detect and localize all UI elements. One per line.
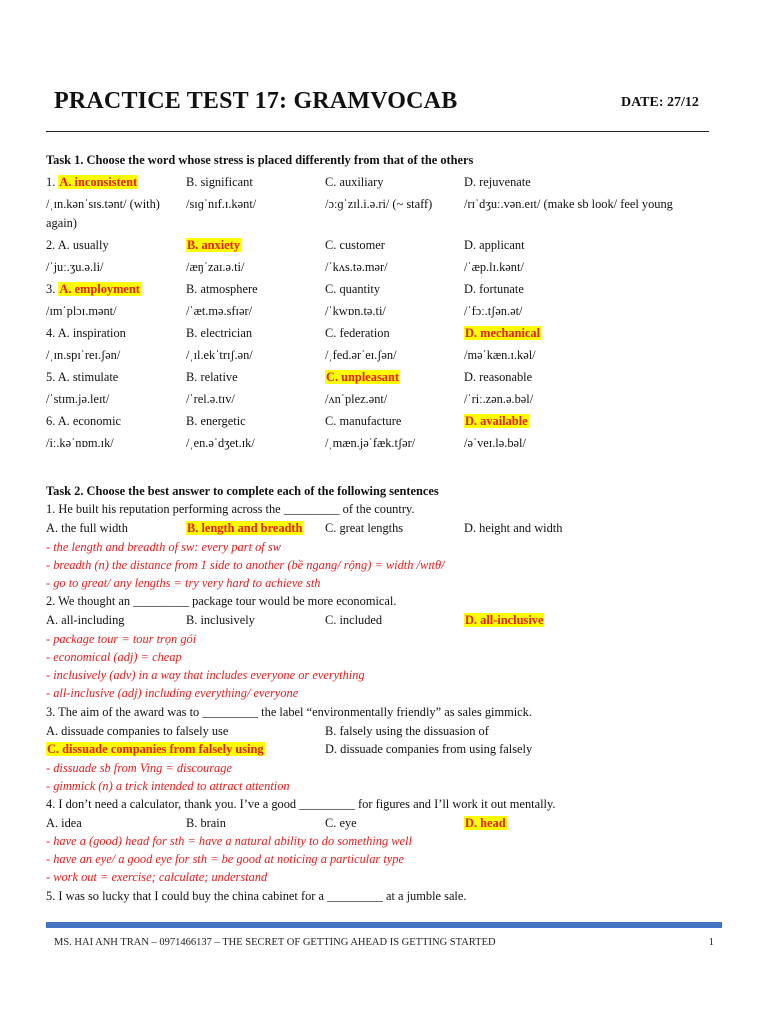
t2-q3-option-d: D. dissuade companies from using falsely [325, 742, 533, 756]
t1-q6-phonetic-b: /ˌen.əˈdʒet.ɪk/ [186, 436, 255, 450]
footer-text: MS. HAI ANH TRAN – 0971466137 – THE SECRET OF GETTING AHEAD IS GETTING STARTED [54, 937, 496, 948]
t2-q3-option-c [46, 742, 265, 757]
t1-q1-phonetic-a: /ˌɪn.kənˈsɪs.tənt/ (with) [46, 197, 160, 211]
t1-q4-option-d [464, 326, 541, 341]
t1-q5-phonetic-c: /ʌnˈplez.ənt/ [325, 392, 388, 406]
t1-q1-option-b: B. significant [186, 175, 253, 189]
t2-q1-option-b [186, 521, 303, 536]
t1-q3-option-d: D. fortunate [464, 282, 524, 296]
task1-heading: Task 1. Choose the word whose stress is placed differently from that of the others [46, 153, 474, 167]
t1-q4-phonetic-d: /məˈkæn.ɪ.kəl/ [464, 348, 536, 362]
t1-q6-option-b: B. energetic [186, 414, 246, 428]
t1-q4-option-c: C. federation [325, 326, 390, 340]
t1-q2-phonetic-b: /æŋˈzaɪ.ə.ti/ [186, 260, 245, 274]
t2-q2-note: - economical (adj) = cheap [46, 650, 182, 664]
t1-q6-option-a: 6. A. economic [46, 414, 122, 428]
t1-q2-phonetic-c: /ˈkʌs.tə.mər/ [325, 260, 388, 274]
t1-q6-option-d [464, 414, 529, 429]
t2-q2-option-d [464, 613, 544, 628]
t1-q1-phonetic-c: /ɔːɡˈzɪl.i.ə.ri/ (~ staff) [325, 197, 433, 211]
t1-q3-option-b: B. atmosphere [186, 282, 258, 296]
t2-q1-note: - go to great/ any lengths = try very hard to achieve sth [46, 576, 321, 590]
correct-answer: D. head [465, 816, 506, 830]
t1-q1-option-a: 1. A. inconsistent [46, 175, 138, 189]
page-title: PRACTICE TEST 17: GRAMVOCAB [54, 88, 458, 114]
correct-answer: A. inconsistent [59, 175, 138, 189]
t2-q1-option-d: D. height and width [464, 521, 563, 535]
t1-q5-phonetic-b: /ˈrel.ə.tɪv/ [186, 392, 235, 406]
t1-q3-phonetic-a: /ɪmˈplɔɪ.mənt/ [46, 304, 117, 318]
page-number: 1 [708, 937, 714, 948]
task2-heading: Task 2. Choose the best answer to complete each of the following sentences [46, 484, 439, 498]
t1-q5-option-c [325, 370, 400, 385]
t1-q6-phonetic-c: /ˌmæn.jəˈfæk.tʃər/ [325, 436, 416, 450]
t2-q3-note: - gimmick (n) a trick intended to attract attention [46, 779, 290, 793]
t1-q3-option-a: 3. A. employment [46, 282, 140, 296]
t2-q3-option-b: B. falsely using the dissuasion of [325, 724, 489, 738]
page-footer [54, 937, 714, 948]
t1-q1-phonetic-d: /rɪˈdʒuː.vən.eɪt/ (make sb look/ feel young [464, 197, 673, 211]
t1-q5-option-a: 5. A. stimulate [46, 370, 119, 384]
t1-q1-phonetic-b: /sɪɡˈnɪf.ɪ.kənt/ [186, 197, 257, 211]
correct-answer: C. unpleasant [326, 370, 399, 384]
t2-q4-note: - work out = exercise; calculate; understand [46, 870, 268, 884]
t2-q3-option-a: A. dissuade companies to falsely use [46, 724, 229, 738]
t1-q4-phonetic-a: /ˌɪn.spɪˈreɪ.ʃən/ [46, 348, 121, 362]
t1-q4-phonetic-b: /ˌɪl.ekˈtrɪʃ.ən/ [186, 348, 253, 362]
t1-q6-option-c: C. manufacture [325, 414, 402, 428]
t2-q2-note: - inclusively (adv) in a way that includes everyone or everything [46, 668, 365, 682]
header-divider [46, 131, 709, 132]
t2-q5-stem: 5. I was so lucky that I could buy the china cabinet for a _________ at a jumble sale. [46, 889, 467, 903]
t1-q2-option-d: D. applicant [464, 238, 525, 252]
correct-answer: A. employment [59, 282, 140, 296]
t2-q3-note: - dissuade sb from Ving = discourage [46, 761, 232, 775]
t2-q2-option-b: B. inclusively [186, 613, 255, 627]
t1-q5-phonetic-d: /ˈriː.zən.ə.bəl/ [464, 392, 534, 406]
t1-q5-option-d: D. reasonable [464, 370, 533, 384]
t1-q4-phonetic-c: /ˌfed.ərˈeɪ.ʃən/ [325, 348, 397, 362]
date-label: DATE: 27/12 [621, 95, 699, 110]
footer-divider [46, 922, 722, 928]
t2-q1-option-a: A. the full width [46, 521, 128, 535]
t1-q2-phonetic-d: /ˈæp.lɪ.kənt/ [464, 260, 524, 274]
t1-q3-phonetic-b: /ˈæt.mə.sfɪər/ [186, 304, 253, 318]
t2-q3-stem: 3. The aim of the award was to _________ the label “environmentally friendly” as sales gimmick. [46, 705, 532, 719]
t1-q5-option-b: B. relative [186, 370, 238, 384]
t1-q6-phonetic-a: /iː.kəˈnɒm.ɪk/ [46, 436, 114, 450]
t1-q4-option-a: 4. A. inspiration [46, 326, 126, 340]
t1-q3-phonetic-d: /ˈfɔː.tʃən.ət/ [464, 304, 523, 318]
t2-q2-note: - all-inclusive (adj) including everything/ everyone [46, 686, 299, 700]
correct-answer: D. available [465, 414, 528, 428]
t2-q2-note: - package tour = tour trọn gói [46, 632, 197, 646]
t2-q1-note: - breadth (n) the distance from 1 side to another (bề ngang/ rộng) = width /wɪtθ/ [46, 558, 445, 572]
t2-q4-note: - have a (good) head for sth = have a natural ability to do something well [46, 834, 412, 848]
t2-q2-option-a: A. all-including [46, 613, 125, 627]
t1-q2-option-a: 2. A. usually [46, 238, 109, 252]
t2-q2-option-c: C. included [325, 613, 383, 627]
t2-q2-stem: 2. We thought an _________ package tour would be more economical. [46, 594, 397, 608]
t1-q1-phonetic-a-cont: again) [46, 216, 77, 230]
t1-q6-phonetic-d: /əˈveɪ.lə.bəl/ [464, 436, 526, 450]
t2-q4-option-b: B. brain [186, 816, 226, 830]
correct-answer: D. all-inclusive [465, 613, 544, 627]
t2-q1-option-c: C. great lengths [325, 521, 404, 535]
t2-q4-stem: 4. I don’t need a calculator, thank you. I’ve a good _________ for figures and I’ll work it out mentally. [46, 797, 556, 811]
t1-q4-option-b: B. electrician [186, 326, 253, 340]
t2-q4-option-c: C. eye [325, 816, 357, 830]
t1-q1-option-c: C. auxiliary [325, 175, 384, 189]
correct-answer: C. dissuade companies from falsely using [47, 742, 264, 756]
t2-q4-option-a: A. idea [46, 816, 82, 830]
t1-q3-option-c: C. quantity [325, 282, 381, 296]
correct-answer: D. mechanical [465, 326, 541, 340]
t2-q4-note: - have an eye/ a good eye for sth = be good at noticing a particular type [46, 852, 404, 866]
t1-q2-option-b [186, 238, 241, 253]
t2-q1-note: - the length and breadth of sw: every part of sw [46, 540, 281, 554]
t1-q2-option-c: C. customer [325, 238, 385, 252]
t1-q1-option-d: D. rejuvenate [464, 175, 531, 189]
t2-q1-stem: 1. He built his reputation performing across the _________ of the country. [46, 502, 415, 516]
t1-q3-phonetic-c: /ˈkwɒn.tə.ti/ [325, 304, 386, 318]
t1-q2-phonetic-a: /ˈjuː.ʒu.ə.li/ [46, 260, 104, 274]
correct-answer: B. length and breadth [187, 521, 303, 535]
correct-answer: B. anxiety [187, 238, 241, 252]
t1-q5-phonetic-a: /ˈstɪm.jə.leɪt/ [46, 392, 110, 406]
t2-q4-option-d [464, 816, 507, 831]
